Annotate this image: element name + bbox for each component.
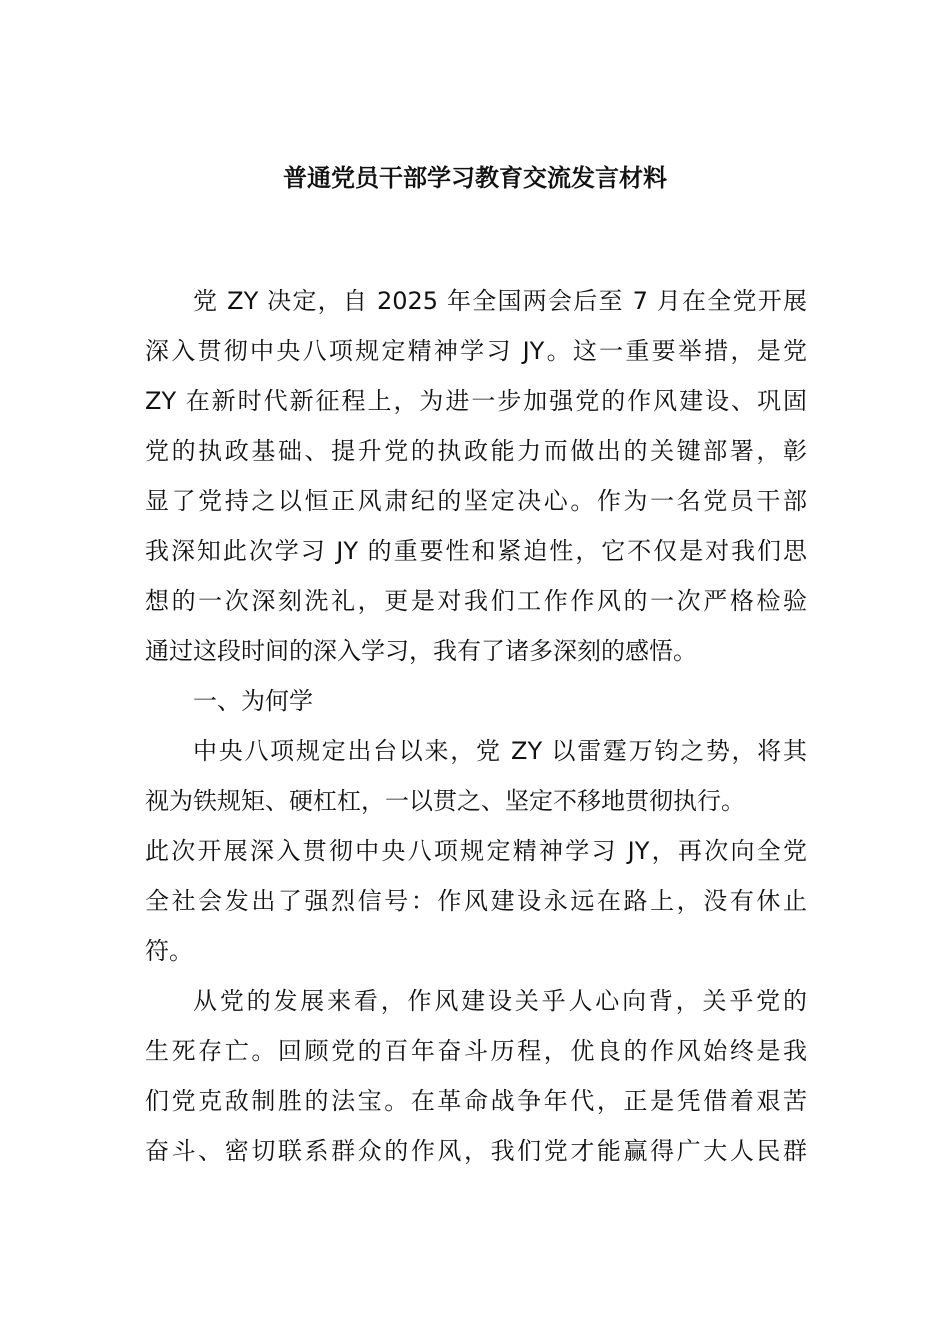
text-line: 符。 <box>145 937 193 965</box>
text-line: 显了党持之以恒正风肃纪的坚定决心。作为一名党员干部 <box>145 487 807 515</box>
document-title: 普通党员干部学习教育交流发言材料 <box>283 164 667 192</box>
text-line: 通过这段时间的深入学习，我有了诸多深刻的感悟。 <box>145 637 697 665</box>
text-line: 我深知此次学习 JY 的重要性和紧迫性，它不仅是对我们思 <box>145 537 807 565</box>
text-line: 想的一次深刻洗礼，更是对我们工作作风的一次严格检验 <box>145 587 807 615</box>
text-line: 全社会发出了强烈信号：作风建设永远在路上，没有休止 <box>145 887 807 915</box>
text-line: 奋斗、密切联系群众的作风，我们党才能赢得广大人民群 <box>145 1137 807 1165</box>
text-line: 视为铁规矩、硬杠杠，一以贯之、坚定不移地贯彻执行。 <box>145 787 745 815</box>
text-line: 中央八项规定出台以来，党 ZY 以雷霆万钧之势，将其 <box>193 737 807 765</box>
section-heading: 一、为何学 <box>193 687 313 715</box>
text-line: ZY 在新时代新征程上，为进一步加强党的作风建设、巩固 <box>145 387 807 415</box>
text-line: 们党克敌制胜的法宝。在革命战争年代，正是凭借着艰苦 <box>145 1087 807 1115</box>
text-line: 深入贯彻中央八项规定精神学习 JY。这一重要举措，是党 <box>145 337 807 365</box>
document-body <box>145 276 807 1176</box>
text-line: 从党的发展来看，作风建设关乎人心向背，关乎党的 <box>193 987 807 1015</box>
text-line: 党 ZY 决定，自 2025 年全国两会后至 7 月在全党开展 <box>193 287 807 315</box>
text-line: 生死存亡。回顾党的百年奋斗历程，优良的作风始终是我 <box>145 1037 807 1065</box>
text-line: 党的执政基础、提升党的执政能力而做出的关键部署，彰 <box>145 437 807 465</box>
text-line: 此次开展深入贯彻中央八项规定精神学习 JY，再次向全党 <box>145 837 807 865</box>
